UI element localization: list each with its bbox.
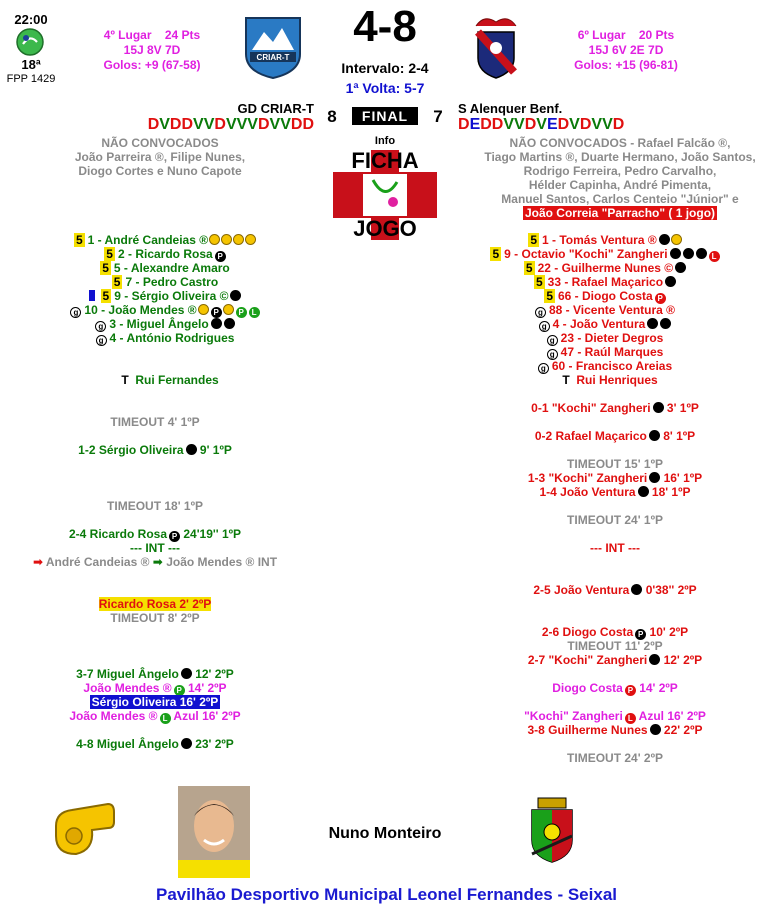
five-starter-badge: 5 [113,275,121,289]
away-team-logo[interactable] [470,12,522,82]
ficha-text: FICHA [351,150,419,173]
penalty-icon: P [174,685,185,696]
ball-icon [224,318,235,329]
lineup-row [0,261,330,275]
penalty-icon: P [215,251,226,262]
form-result: E [469,116,481,133]
goal-marker-icon [671,234,682,245]
bench-badge: g [538,363,549,374]
player-name[interactable]: 23 - Dieter Degros [560,331,664,345]
home-event-goal [40,527,270,542]
away-event-timeout: TIMEOUT 24' 1ºP [567,513,663,527]
form-result: V [514,116,525,133]
form-result: D [257,116,270,133]
away-event-goal [500,485,730,499]
player-name[interactable]: 3 - Miguel Ângelo [109,317,209,331]
away-goals: Golos: +15 (96-81) [574,58,678,72]
event-player[interactable]: Ricardo Rosa 2' 2ºP [98,597,212,611]
penalty-icon: P [169,531,180,542]
away-position: 6º Lugar [577,28,626,42]
bench-badge: g [539,321,550,332]
player-name[interactable]: 47 - Raúl Marques [560,345,664,359]
goal-marker-icon [221,234,232,245]
away-event-timeout: TIMEOUT 15' 1ºP [567,457,663,471]
form-result: V [503,116,515,133]
not-called-line: Rodrigo Ferreira, Pedro Carvalho, [523,164,717,178]
referee-photo [178,786,250,878]
form-result: V [159,116,170,133]
blue-card-icon [89,290,95,301]
five-starter-badge: 5 [530,233,538,247]
away-team-name[interactable]: S Alenquer Benf. [458,101,563,116]
goal-marker-icon [223,304,234,315]
ball-icon [230,290,241,301]
ball-icon [631,584,642,595]
ball-icon [211,318,222,329]
form-result: D [491,116,504,133]
event-player[interactable]: João Mendes ® [69,709,158,723]
five-starter-badge: 5 [102,261,109,275]
home-event-goal [40,667,270,681]
event-player[interactable]: 1-3 "Kochi" Zangheri [527,471,648,485]
ball-icon [675,262,686,273]
event-time: 23' 2ºP [195,737,234,751]
lineup-row [440,345,770,359]
goal-marker-icon [198,304,209,315]
away-event-goal [500,429,730,443]
home-goals: Golos: +9 (67-58) [103,58,201,72]
event-time: 16' 1ºP [663,471,703,485]
player-name[interactable]: 33 - Rafael Maçarico [547,275,664,289]
not-called-line: Manuel Santos, Carlos Centeio "Júnior" e [501,192,739,206]
ball-icon [649,654,660,665]
event-player[interactable]: 2-5 João Ventura [533,583,630,597]
ball-icon [647,318,658,329]
event-player[interactable]: 1-2 Sérgio Oliveira [78,443,184,457]
form-result: E [546,116,558,133]
not-called-line: Tiago Martins ®, Duarte Hermano, João Santos, [484,150,756,164]
away-event-blue-card [500,709,730,724]
coach-icon: T [121,373,129,387]
ball-icon [650,724,661,735]
event-time: 14' 2ºP [187,681,227,695]
event-player[interactable]: 0-2 Rafael Maçarico [534,429,647,443]
five-starter-badge: 5 [102,289,110,303]
home-points: 24 Pts [164,28,201,42]
not-called-line: João Parreira ®, Filipe Nunes, [74,150,246,164]
away-event-goal [500,583,730,597]
player-name[interactable]: 1 - Tomás Ventura ® [542,233,657,247]
lineup-row [440,317,770,331]
form-result: D [480,116,492,133]
form-result: D [214,116,226,133]
form-result: D [579,116,592,133]
card-l-icon: L [249,307,260,318]
lineup-row [0,289,330,303]
first-leg-score: 1ª Volta: 5-7 [345,80,425,96]
goal-marker-icon [209,234,220,245]
player-name[interactable]: 4 - João Ventura [552,317,646,331]
ball-icon [670,248,681,259]
home-not-called [40,136,280,178]
fpp-code: FPP 1429 [6,73,56,85]
form-result: V [247,116,258,133]
event-player[interactable]: 2-4 Ricardo Rosa [68,527,168,541]
away-event-goal [500,723,730,737]
home-rank: 8 [327,107,337,126]
lineup-row [0,275,330,289]
event-time: 22' 2ºP [663,723,703,737]
away-event-interval: --- INT --- [590,541,640,555]
bench-badge: g [547,335,558,346]
away-event-goal [500,471,730,485]
event-player[interactable]: 4-8 Miguel Ângelo [76,737,179,751]
home-event-penalty-miss [40,681,270,696]
away-lineup [440,233,770,373]
match-time: 22:00 [14,12,48,27]
player-name[interactable]: 1 - André Candeias ® [87,233,209,247]
not-called-line: NÃO CONVOCADOS [101,136,219,150]
form-result: D [524,116,537,133]
player-name[interactable]: 60 - Francisco Areias [551,359,673,373]
referee-association-logo [526,796,578,864]
form-result: V [193,116,204,133]
away-rank: 7 [433,107,443,126]
player-name[interactable]: 5 - Alexandre Amaro [113,261,230,275]
form-result: V [536,116,547,133]
five-starter-badge: 5 [492,247,500,261]
sub-in-icon: ➡ [152,555,163,569]
lineup-row [440,303,770,317]
home-standing [82,28,222,72]
player-name[interactable]: 4 - António Rodrigues [109,331,235,345]
away-event-timeout: TIMEOUT 11' 2ºP [567,639,663,653]
penalty-icon: P [236,307,247,318]
event-player[interactable]: João Mendes ® INT [166,555,278,569]
event-player[interactable]: 2-6 Diogo Costa [541,625,634,639]
form-result: D [169,116,182,133]
event-time: 24'19'' 1ºP [183,527,242,541]
lineup-row [440,247,770,261]
form-result: D [612,116,625,133]
lineup-row [0,303,330,317]
away-event-goal [500,625,730,640]
form-result: V [225,116,237,133]
event-player[interactable]: João Mendes ® [83,681,172,695]
not-called-line: Diogo Cortes e Nuno Capote [78,164,242,178]
card-l-icon: L [625,713,636,724]
bench-badge: g [535,307,546,318]
halftime-score: Intervalo: 2-4 [341,60,429,76]
home-team-logo[interactable] [242,14,304,80]
event-player[interactable]: 2-7 "Kochi" Zangheri [527,653,648,667]
away-coach-row [540,373,680,387]
round-label: 18ª [21,57,41,72]
goal-marker-icon [233,234,244,245]
player-name[interactable]: 9 - Sérgio Oliveira © [114,289,229,303]
not-called-line: Hélder Capinha, André Pimenta, [528,178,712,192]
home-event-blue [40,695,270,709]
lineup-row [0,317,330,331]
form-result: V [269,116,281,133]
bench-badge: g [96,335,107,346]
away-suspended: João Correia "Parracho" ( 1 jogo) [524,206,716,220]
final-score: 4-8 [353,2,417,51]
ball-icon [696,248,707,259]
card-l-icon: L [160,713,171,724]
form-result: D [290,116,303,133]
form-result: V [591,116,603,133]
whistle-icon [50,800,120,862]
event-time: 12' 2ºP [663,653,703,667]
ball-icon [659,234,670,245]
league-badge-icon [16,28,44,56]
event-player[interactable]: André Candeias ® [45,555,150,569]
not-called-line: NÃO CONVOCADOS - Rafael Falcão ®, [509,136,731,150]
away-form [458,116,638,134]
lineup-row [0,331,330,345]
home-coach-row [100,373,240,387]
event-time: 9' 1ºP [199,443,232,457]
lineup-row [440,331,770,345]
form-result: D [147,116,160,133]
lineup-row [440,261,770,275]
lineup-row [0,247,330,261]
home-record: 15J 8V 7D [123,43,181,57]
away-record: 15J 6V 2E 7D [588,43,664,57]
form-result: V [236,116,248,133]
away-points: 20 Pts [638,28,675,42]
event-player[interactable]: 1-4 João Ventura [539,485,636,499]
event-player[interactable]: Diogo Costa [552,681,623,695]
status-badge: FINAL [352,107,418,125]
home-event-goal [40,443,270,457]
five-starter-badge: 5 [75,233,83,247]
home-position: 4º Lugar [103,28,152,42]
sub-out-icon: ➡ [32,555,43,569]
player-name[interactable]: 9 - Octavio "Kochi" Zangheri [504,247,668,261]
away-event-penalty-miss [500,681,730,696]
ball-icon [683,248,694,259]
event-time: 10' 2ºP [649,625,689,639]
form-result: V [569,116,580,133]
event-time: 3' 1ºP [666,401,699,415]
away-event-timeout: TIMEOUT 24' 2ºP [567,751,663,765]
event-player[interactable]: 3-8 Guilherme Nunes [527,723,648,737]
home-event-substitution [20,555,290,569]
lineup-row [0,233,330,247]
form-result: V [602,116,613,133]
home-event-timeout: TIMEOUT 4' 1ºP [110,415,200,429]
lineup-row [440,289,770,303]
player-name[interactable]: 66 - Diogo Costa [558,289,653,303]
bench-badge: g [547,349,558,360]
ball-icon [181,668,192,679]
ball-icon [649,430,660,441]
away-event-goal [500,653,730,667]
ball-icon [186,444,197,455]
home-event-interval: --- INT --- [130,541,180,555]
goal-marker-icon [245,234,256,245]
event-time: 12' 2ºP [195,667,234,681]
player-name[interactable]: 88 - Vicente Ventura ® [548,303,675,317]
home-event-timeout: TIMEOUT 8' 2ºP [110,611,200,625]
home-coach[interactable]: Rui Fernandes [135,373,219,387]
ball-icon [660,318,671,329]
ball-icon [649,472,660,483]
away-event-goal [500,401,730,415]
ball-icon [181,738,192,749]
five-starter-badge: 5 [106,247,113,261]
penalty-icon: P [655,293,666,304]
event-player[interactable]: 3-7 Miguel Ângelo [76,667,179,681]
home-event-timeout: TIMEOUT 18' 1ºP [107,499,203,513]
lineup-row [440,359,770,373]
form-result: D [302,116,314,133]
player-name[interactable]: 2 - Ricardo Rosa [117,247,213,261]
five-starter-badge: 5 [535,275,543,289]
bench-badge: g [95,321,106,332]
player-name[interactable]: 7 - Pedro Castro [125,275,219,289]
home-event-blue-card [40,709,270,724]
event-time: Azul 16' 2ºP [638,709,706,723]
away-not-called [470,136,770,206]
penalty-icon: P [635,629,646,640]
event-player[interactable]: Sérgio Oliveira 16' 2ºP [91,695,219,709]
home-lineup [0,233,330,345]
event-time: 8' 1ºP [663,429,696,443]
bench-badge: g [70,307,81,318]
form-result: D [458,116,470,133]
five-starter-badge: 5 [525,261,533,275]
ball-icon [665,276,676,287]
ball-icon [653,402,664,413]
form-result: V [280,116,291,133]
penalty-icon: P [211,307,222,318]
away-coach[interactable]: Rui Henriques [576,373,658,387]
home-logo-text: CRIAR-T [256,53,290,62]
event-time: 14' 2ºP [639,681,678,695]
venue-name[interactable]: Pavilhão Desportivo Municipal Leonel Fernandes - Seixal [155,885,617,904]
info-label[interactable]: Info [374,135,396,147]
home-form [140,116,314,134]
player-name[interactable]: 10 - João Mendes ® [84,303,197,317]
home-event-goal [40,737,270,751]
form-result: V [203,116,215,133]
home-team-name[interactable]: GD CRIAR-T [237,101,314,116]
coach-icon: T [562,373,570,387]
ball-icon [638,486,649,497]
away-standing [546,28,706,72]
event-time: 0'38'' 2ºP [645,583,697,597]
five-starter-badge: 5 [546,289,553,303]
penalty-icon: P [625,685,636,696]
lineup-row [440,275,770,289]
card-l-icon: L [709,251,720,262]
away-suspended-row [470,206,770,220]
lineup-row [440,233,770,247]
jogo-text: JOGO [353,216,417,240]
referee-name[interactable]: Nuno Monteiro [328,825,442,842]
home-event-yellow [60,597,250,611]
form-result: D [557,116,570,133]
player-name[interactable]: 22 - Guilherme Nunes © [537,261,674,275]
event-time: Azul 16' 2ºP [173,709,241,723]
event-player[interactable]: "Kochi" Zangheri [524,709,623,723]
ficha-jogo-button[interactable] [333,150,437,240]
event-time: 18' 1ºP [651,485,691,499]
event-player[interactable]: 0-1 "Kochi" Zangheri [531,401,651,415]
form-result: D [181,116,194,133]
